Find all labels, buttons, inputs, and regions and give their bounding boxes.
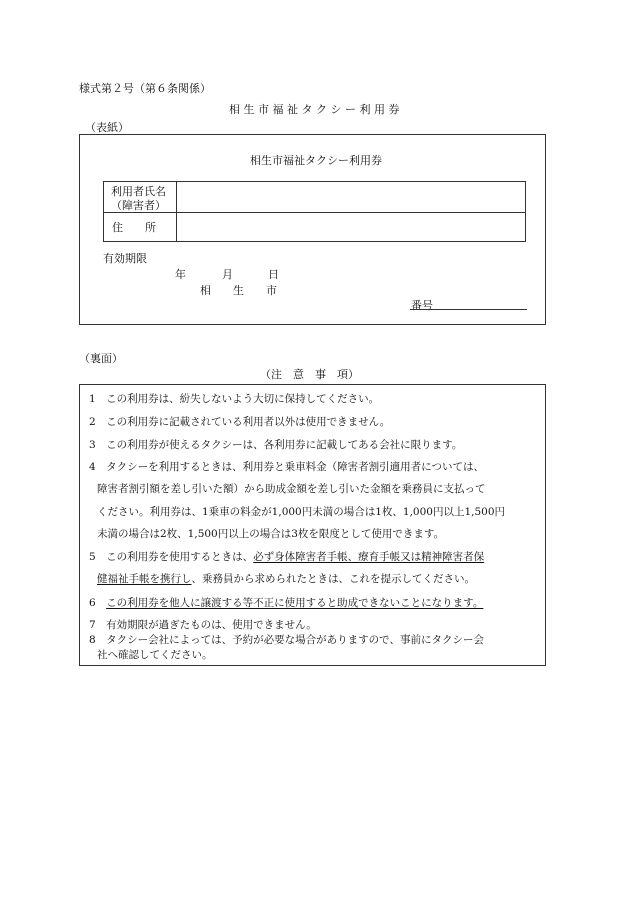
user-info-table bbox=[103, 181, 526, 242]
date-year: 年 bbox=[175, 268, 186, 281]
back-section-label: （裏面） bbox=[79, 352, 123, 365]
note-item: 1 この利用券は、紛失しないよう大切に保持してください。 bbox=[89, 393, 380, 405]
ticket-title: 相生市福祉タクシー利用券 bbox=[250, 154, 382, 167]
name-field[interactable] bbox=[177, 182, 525, 212]
city-issuer: 相 生 市 bbox=[200, 284, 277, 297]
note-item: 8 タクシー会社によっては、予約が必要な場合がありますので、事前にタクシー会 bbox=[89, 634, 484, 646]
date-month: 月 bbox=[222, 268, 233, 281]
note-item-6 bbox=[89, 595, 483, 610]
note-6-number: 6 bbox=[89, 597, 107, 609]
address-row bbox=[104, 212, 525, 241]
page-title: 相 生 市 福 祉 タ ク シ ー 利 用 券 bbox=[229, 103, 400, 116]
number-underline bbox=[410, 308, 527, 310]
note-item-5-cont bbox=[97, 571, 475, 586]
note-item: 3 この利用券が使えるタクシーは、各利用券に記載してある会社に限ります。 bbox=[89, 439, 463, 451]
note-5-underlined: 必ず身体障害者手帳、療育手帳又は精神障害者保 bbox=[253, 551, 485, 563]
name-label-cell bbox=[104, 182, 177, 212]
note-item: 7 有効期限が過ぎたものは、使用できません。 bbox=[89, 619, 317, 631]
note-item-5 bbox=[89, 549, 484, 564]
note-item: 4 タクシーを利用するときは、利用券と乗車料金（障害者割引適用者については、 bbox=[89, 461, 484, 473]
note-item: 2 この利用券に記載されている利用者以外は使用できません。 bbox=[89, 416, 391, 428]
number-label: 番号 bbox=[411, 299, 433, 312]
note-item-cont: ください。利用券は、1乗車の料金が1,000円未満の場合は1枚、1,000円以上1,500円 bbox=[97, 506, 506, 518]
address-label-cell bbox=[104, 212, 177, 241]
note-5-underlined-cont: 健福祉手帳を携行し bbox=[97, 573, 192, 585]
address-field[interactable] bbox=[177, 212, 525, 241]
name-row bbox=[104, 182, 525, 213]
note-item-cont: 未満の場合は2枚、1,500円以上の場合は3枚を限度として使用できます。 bbox=[97, 528, 445, 540]
note-item-cont: 社へ確認してください。 bbox=[97, 649, 213, 661]
note-5-end: 、乗務員から求められたときは、これを提示してください。 bbox=[191, 573, 475, 585]
address-label: 住 所 bbox=[112, 221, 156, 234]
validity-label: 有効期限 bbox=[103, 252, 147, 265]
front-section-label: （表紙） bbox=[85, 121, 129, 134]
name-label-sub: （障害者） bbox=[111, 199, 166, 212]
form-number: 様式第２号（第６条関係） bbox=[79, 82, 211, 95]
notes-title: （注 意 事 項） bbox=[260, 368, 359, 381]
note-5-start: 5 この利用券を使用するときは、 bbox=[89, 551, 254, 563]
name-label: 利用者氏名 bbox=[111, 185, 166, 198]
note-6-text: この利用券を他人に譲渡する等不正に使用すると助成できないことになります。 bbox=[106, 597, 484, 609]
date-day: 日 bbox=[268, 268, 279, 281]
note-item-cont: 障害者割引額を差し引いた額）から助成金額を差し引いた金額を乗務員に支払って bbox=[97, 483, 486, 495]
